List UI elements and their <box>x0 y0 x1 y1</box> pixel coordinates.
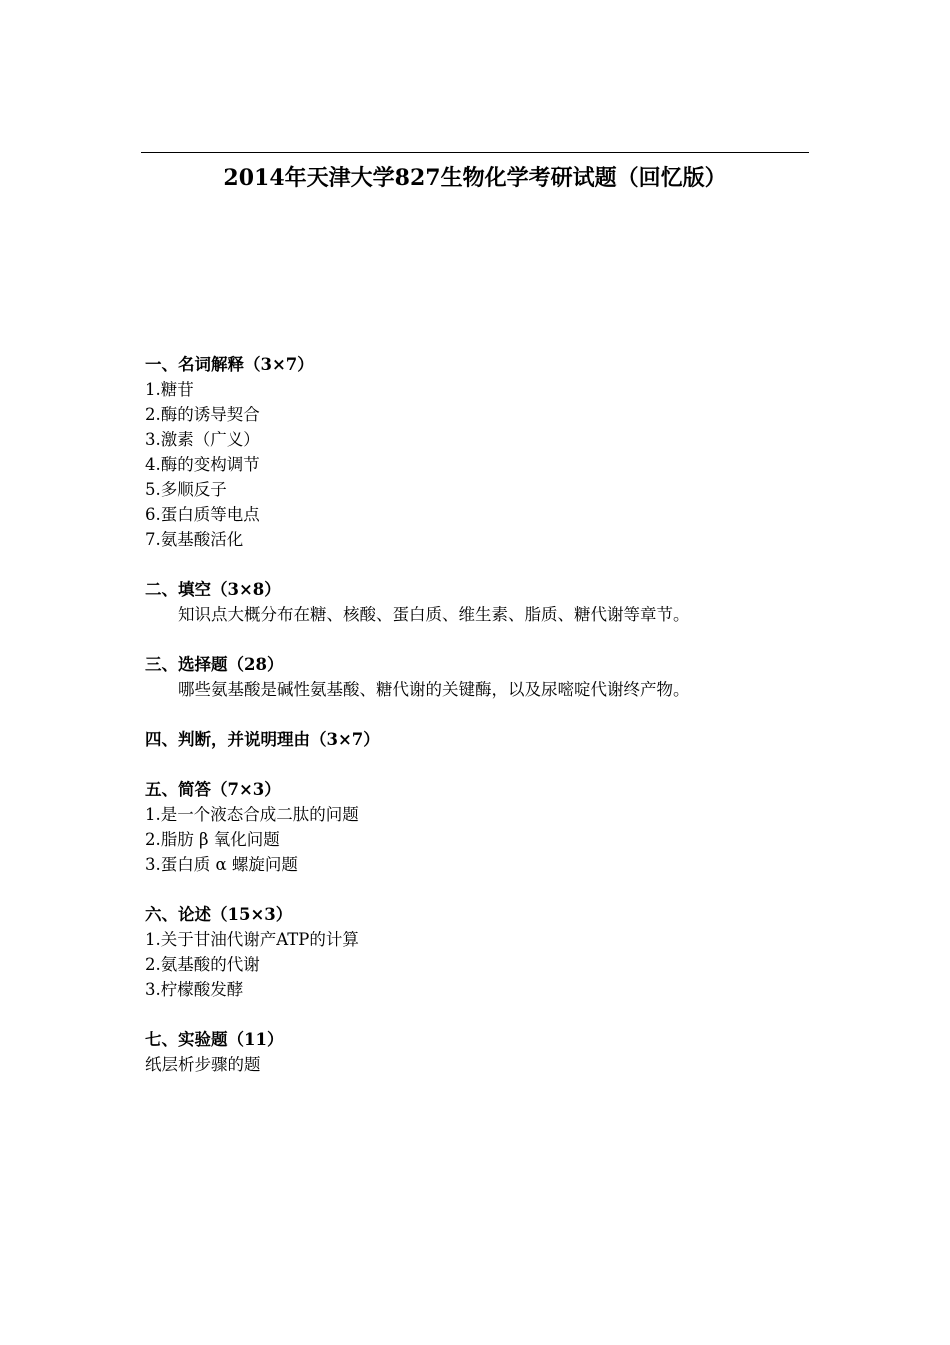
section-terms <box>145 352 825 552</box>
section-experiment <box>145 1027 825 1077</box>
section-heading: 五、简答（7×3） <box>145 780 281 799</box>
list-item: 纸层析步骤的题 <box>145 1055 261 1074</box>
list-item: 3.蛋白质 α 螺旋问题 <box>145 855 298 874</box>
list-item: 2.氨基酸的代谢 <box>145 955 260 974</box>
section-heading: 一、名词解释（3×7） <box>145 355 314 374</box>
section-heading: 七、实验题（11） <box>145 1030 284 1049</box>
list-item: 1.糖苷 <box>145 380 194 399</box>
list-item: 4.酶的变构调节 <box>145 455 260 474</box>
section-multiple-choice <box>145 652 825 702</box>
list-item: 2.脂肪 β 氧化问题 <box>145 830 280 849</box>
list-item: 1.关于甘油代谢产ATP的计算 <box>145 930 359 949</box>
section-true-false <box>145 727 825 752</box>
section-heading: 三、选择题（28） <box>145 655 284 674</box>
section-description: 知识点大概分布在糖、核酸、蛋白质、维生素、脂质、糖代谢等章节。 <box>178 605 690 624</box>
list-item: 1.是一个液态合成二肽的问题 <box>145 805 359 824</box>
list-item: 3.激素（广义） <box>145 430 260 449</box>
section-heading: 四、判断，并说明理由（3×7） <box>145 730 380 749</box>
section-essay <box>145 902 825 1002</box>
list-item: 7.氨基酸活化 <box>145 530 244 549</box>
section-heading: 六、论述（15×3） <box>145 905 293 924</box>
exam-content <box>145 352 825 1102</box>
section-description: 哪些氨基酸是碱性氨基酸、糖代谢的关键酶，以及尿嘧啶代谢终产物。 <box>178 680 690 699</box>
list-item: 2.酶的诱导契合 <box>145 405 260 424</box>
list-item: 5.多顺反子 <box>145 480 227 499</box>
document-title: 2014年天津大学827生物化学考研试题（回忆版） <box>223 165 727 191</box>
section-heading: 二、填空（3×8） <box>145 580 281 599</box>
section-short-answer <box>145 777 825 877</box>
list-item: 3.柠檬酸发酵 <box>145 980 244 999</box>
header-rule <box>141 152 809 153</box>
section-fill-blank <box>145 577 825 627</box>
list-item: 6.蛋白质等电点 <box>145 505 260 524</box>
